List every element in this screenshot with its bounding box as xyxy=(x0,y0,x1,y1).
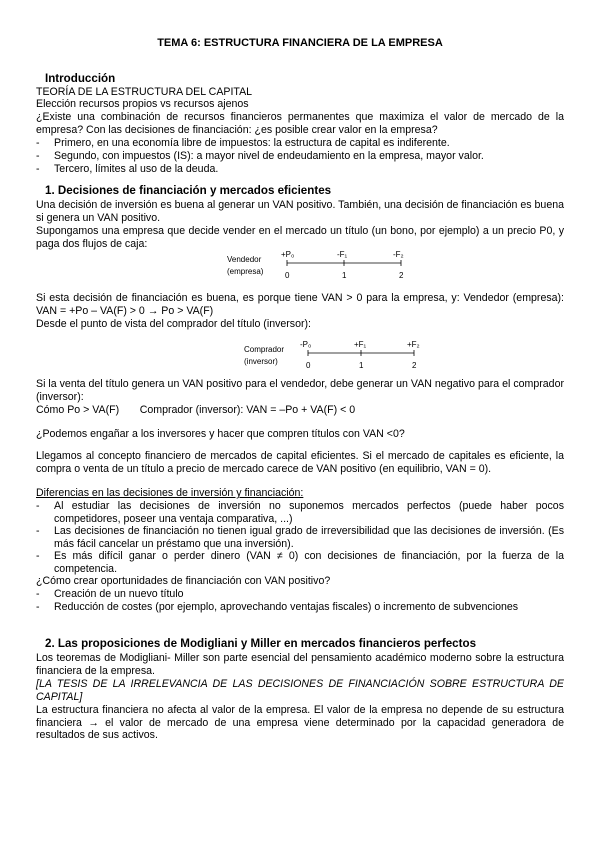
period-label: 0 xyxy=(285,271,290,280)
cashflow-value: +F₁ xyxy=(354,340,367,349)
differences-heading: Diferencias en las decisiones de inversión y financiación: xyxy=(36,487,304,499)
period-label: 1 xyxy=(359,361,364,370)
cashflow-value: -F₁ xyxy=(337,250,348,259)
section2-paragraph: Los teoremas de Modigliani- Miller son parte esencial del pensamiento académico moderno sobre la estructura financiera de la empresa. xyxy=(36,652,564,677)
diagram-label: (inversor) xyxy=(244,357,278,366)
section1-paragraph: Una decisión de inversión es buena al generar un VAN positivo. También, una decisión de financiación es buena si genera un VAN positivo. xyxy=(36,199,564,224)
section1-paragraph: Si esta decisión de financiación es buena, es porque tiene VAN > 0 para la empresa, y: Vendedor (empresa): VAN = +Po – VA(F) > 0 → Po > VA(F) xyxy=(36,292,564,317)
difference-bullet: - Las decisiones de financiación no tienen igual grado de irreversibilidad que las decisiones de inversión. (Es más fácil cancelar un préstamo que una inversión). xyxy=(36,525,564,550)
diagram-label: Vendedor xyxy=(227,255,262,264)
section2-thesis: [LA TESIS DE LA IRRELEVANCIA DE LAS DECISIONES DE FINANCIACIÓN SOBRE ESTRUCTURA DE CAPITAL] xyxy=(36,678,564,703)
page-title: TEMA 6: ESTRUCTURA FINANCIERA DE LA EMPRESA xyxy=(157,37,443,49)
intro-bullet: - Tercero, límites al uso de la deuda. xyxy=(36,163,219,175)
section1-heading: 1. Decisiones de financiación y mercados eficientes xyxy=(45,184,332,197)
cashflow-value: -F₂ xyxy=(393,250,404,259)
cashflow-value: +P₀ xyxy=(281,250,295,259)
intro-question: ¿Existe una combinación de recursos financieros permanentes que maximiza el valor de mercado de la empresa? Con las decisiones de financiación: ¿es posible crear valor en la empresa? xyxy=(36,111,564,136)
section1-paragraph: Cómo Po > VA(F) Comprador (inversor): VAN = –Po + VA(F) < 0 xyxy=(36,404,356,416)
period-label: 0 xyxy=(306,361,311,370)
period-label: 2 xyxy=(399,271,404,280)
difference-bullet: - Al estudiar las decisiones de inversión no suponemos mercados perfectos (puede haber pocos competidores, poseer una ventaja comparativa, ...) xyxy=(36,500,564,525)
section1-paragraph: Si la venta del título genera un VAN positivo para el vendedor, debe generar un VAN negativo para el comprador (inversor): xyxy=(36,378,564,403)
section1-paragraph: Supongamos una empresa que decide vender en el mercado un título (un bono, por ejemplo) a un precio P0, y paga dos flujos de caja: xyxy=(36,225,564,250)
opportunity-bullet: - Reducción de costes (por ejemplo, aprovechando ventajas fiscales) o incremento de subvenciones xyxy=(36,601,519,613)
section2-paragraph: La estructura financiera no afecta al valor de la empresa. El valor de la empresa no depende de su estructura financiera → el valor de mercado de una empresa viene determinado por la capacidad generadora de resultados de sus activos. xyxy=(36,704,564,742)
section1-question: ¿Cómo crear oportunidades de financiación con VAN positivo? xyxy=(36,575,331,587)
diagram-label: (empresa) xyxy=(227,267,264,276)
intro-heading: Introducción xyxy=(45,72,116,85)
buyer-cashflow-diagram xyxy=(242,338,432,374)
seller-cashflow-diagram xyxy=(225,248,415,284)
cashflow-value: +F₂ xyxy=(407,340,420,349)
period-label: 1 xyxy=(342,271,347,280)
section1-paragraph: Desde el punto de vista del comprador del título (inversor): xyxy=(36,318,311,330)
opportunity-bullet: - Creación de un nuevo título xyxy=(36,588,184,600)
intro-line: Elección recursos propios vs recursos ajenos xyxy=(36,98,249,110)
intro-bullet: - Segundo, con impuestos (IS): a mayor nivel de endeudamiento en la empresa, mayor valor. xyxy=(36,150,484,162)
diagram-label: Comprador xyxy=(244,345,285,354)
cashflow-value: -P₀ xyxy=(300,340,312,349)
intro-bullet: - Primero, en una economía libre de impuestos: la estructura de capital es indiferente. xyxy=(36,137,450,149)
difference-bullet: - Es más difícil ganar o perder dinero (VAN ≠ 0) con decisiones de financiación, por la fuerza de la competencia. xyxy=(36,550,564,575)
section1-paragraph: ¿Podemos engañar a los inversores y hacer que compren títulos con VAN <0? xyxy=(36,428,405,440)
section2-heading: 2. Las proposiciones de Modigliani y Miller en mercados financieros perfectos xyxy=(45,637,477,650)
intro-subheading: TEORÍA DE LA ESTRUCTURA DEL CAPITAL xyxy=(36,86,253,98)
section1-paragraph: Llegamos al concepto financiero de mercados de capital eficientes. Si el mercado de capitales es eficiente, la compra o venta de un título a precio de mercado carece de VAN positivo (en equilibrio, VAN = 0). xyxy=(36,450,564,475)
period-label: 2 xyxy=(412,361,417,370)
